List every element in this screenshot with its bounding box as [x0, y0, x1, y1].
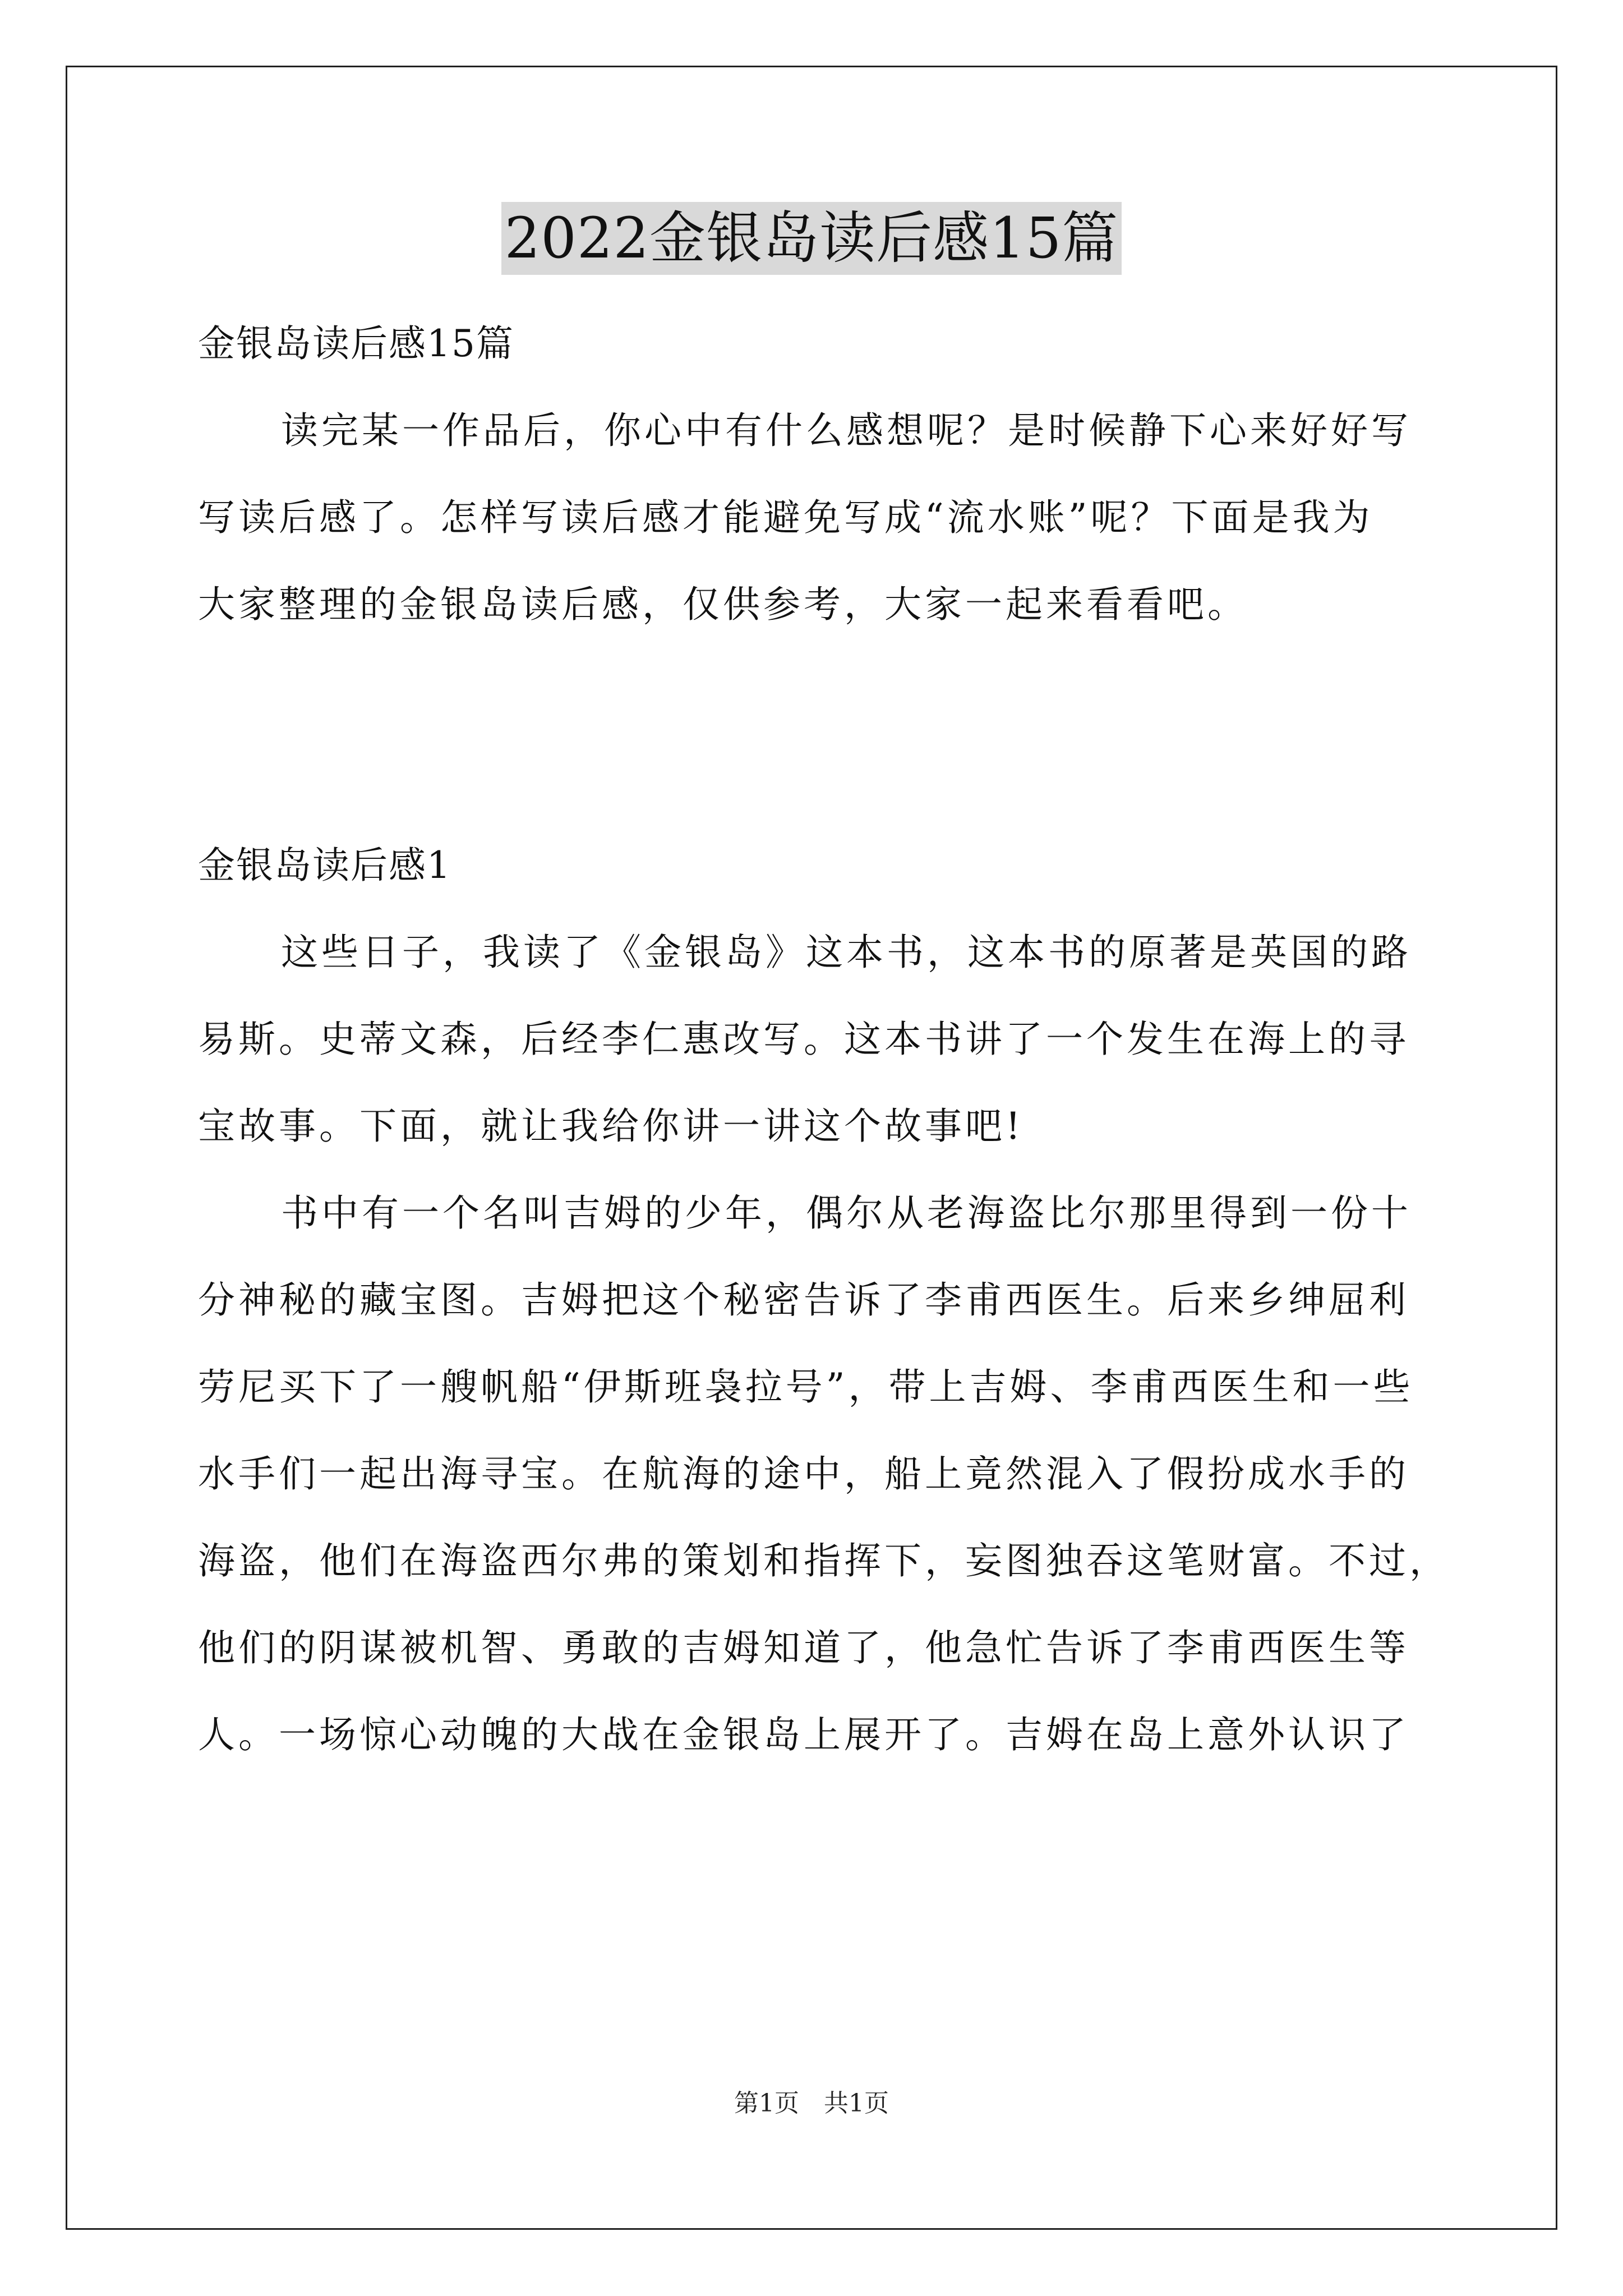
document-title: 2022金银岛读后感15篇	[501, 202, 1122, 275]
text-line: 书中有一个名叫吉姆的少年，偶尔从老海盗比尔那里得到一份十	[281, 1191, 1412, 1235]
section-spacer	[198, 648, 1432, 822]
page-footer	[0, 2087, 1623, 2120]
document-subtitle	[198, 300, 1432, 387]
section-heading	[198, 822, 1432, 909]
body-paragraph	[198, 909, 1432, 1170]
intro-paragraph	[198, 387, 1432, 648]
section-heading-line: 金银岛读后感1	[198, 844, 451, 887]
text-line: 海盗，他们在海盗西尔弗的策划和指挥下，妄图独吞这笔财富。不过，	[198, 1539, 1450, 1582]
text-line: 他们的阴谋被机智、勇敢的吉姆知道了，他急忙告诉了李甫西医生等	[198, 1626, 1409, 1669]
subtitle-line: 金银岛读后感15篇	[198, 322, 514, 365]
text-line: 写读后感了。怎样写读后感才能避免写成“流水账”呢？下面是我为	[198, 496, 1373, 539]
text-line: 这些日子，我读了《金银岛》这本书，这本书的原著是英国的路	[281, 931, 1412, 974]
body-paragraph	[198, 1170, 1450, 1778]
text-line: 水手们一起出海寻宝。在航海的途中，船上竟然混入了假扮成水手的	[198, 1452, 1409, 1496]
text-line: 大家整理的金银岛读后感，仅供参考，大家一起来看看吧。	[198, 583, 1248, 626]
document-body	[198, 300, 1450, 1778]
text-line: 读完某一作品后，你心中有什么感想呢？是时候静下心来好好写	[281, 409, 1412, 452]
text-line: 宝故事。下面，就让我给你讲一讲这个故事吧!	[198, 1105, 1024, 1148]
text-line: 易斯。史蒂文森，后经李仁惠改写。这本书讲了一个发生在海上的寻	[198, 1018, 1409, 1061]
page-number: 第1页 共1页	[734, 2089, 889, 2118]
text-line: 分神秘的藏宝图。吉姆把这个秘密告诉了李甫西医生。后来乡绅屈利	[198, 1278, 1409, 1322]
text-line: 劳尼买下了一艘帆船“伊斯班袅拉号”，带上吉姆、李甫西医生和一些	[198, 1365, 1414, 1409]
text-line: 人。一场惊心动魄的大战在金银岛上展开了。吉姆在岛上意外认识了	[198, 1713, 1409, 1756]
title-wrap	[0, 202, 1623, 275]
